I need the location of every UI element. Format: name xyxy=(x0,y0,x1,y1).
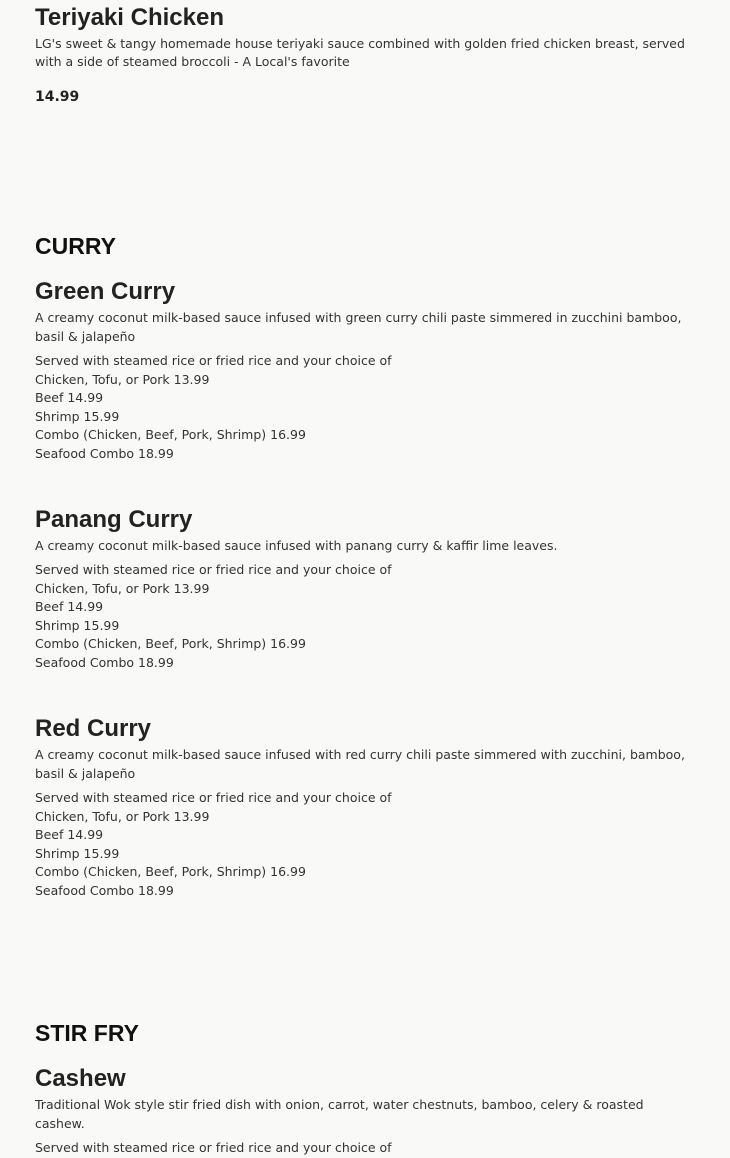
option-line: Chicken, Tofu, or Pork 13.99 xyxy=(35,808,210,824)
menu-item-red-curry xyxy=(35,715,695,901)
option-line: Shrimp 15.99 xyxy=(35,845,120,861)
option-line: Served with steamed rice or fried rice and your choice of xyxy=(35,1140,392,1155)
menu-item-panang-curry xyxy=(35,506,695,673)
option-line: Served with steamed rice or fried rice and your choice of xyxy=(35,790,392,805)
option-line: Seafood Combo 18.99 xyxy=(35,445,174,461)
item-title: Green Curry xyxy=(35,278,176,305)
item-description: LG's sweet & tangy homemade house teriyaki sauce combined with golden fried chicken breast, served with a side of steamed broccoli - A Local's favorite xyxy=(35,36,685,69)
menu-item-teriyaki-chicken xyxy=(35,4,695,106)
menu-item-cashew xyxy=(35,1065,695,1158)
option-line: Combo (Chicken, Beef, Pork, Shrimp) 16.99 xyxy=(35,864,306,880)
section-heading-curry: CURRY xyxy=(35,233,116,259)
item-description: A creamy coconut milk-based sauce infused with green curry chili paste simmered in zucchini bamboo, basil & jalapeño xyxy=(35,310,682,344)
option-line: Served with steamed rice or fried rice and your choice of xyxy=(35,562,392,577)
option-line: Seafood Combo 18.99 xyxy=(35,654,174,670)
option-line: Seafood Combo 18.99 xyxy=(35,882,174,898)
option-line: Beef 14.99 xyxy=(35,390,104,406)
item-description: A creamy coconut milk-based sauce infused with panang curry & kaffir lime leaves. xyxy=(35,538,558,553)
item-title: Cashew xyxy=(35,1065,126,1092)
option-line: Shrimp 15.99 xyxy=(35,617,120,633)
option-line: Combo (Chicken, Beef, Pork, Shrimp) 16.99 xyxy=(35,636,306,652)
option-line: Beef 14.99 xyxy=(35,827,104,843)
item-options xyxy=(35,352,695,464)
item-options xyxy=(35,789,695,901)
option-line: Served with steamed rice or fried rice and your choice of xyxy=(35,353,392,368)
item-title: Red Curry xyxy=(35,715,152,742)
item-description: A creamy coconut milk-based sauce infused with red curry chili paste simmered with zucchini, bamboo, basil & jalapeño xyxy=(35,747,685,781)
option-line: Combo (Chicken, Beef, Pork, Shrimp) 16.99 xyxy=(35,427,306,443)
option-line: Chicken, Tofu, or Pork 13.99 xyxy=(35,580,210,596)
option-line: Shrimp 15.99 xyxy=(35,408,120,424)
item-title: Teriyaki Chicken xyxy=(35,4,224,31)
section-heading-stir-fry: STIR FRY xyxy=(35,1020,139,1046)
option-line: Beef 14.99 xyxy=(35,599,104,615)
item-price: 14.99 xyxy=(35,89,80,105)
item-options xyxy=(35,561,695,673)
option-line: Chicken, Tofu, or Pork 13.99 xyxy=(35,371,210,387)
item-description: Traditional Wok style stir fried dish with onion, carrot, water chestnuts, bamboo, celery & roasted cashew. xyxy=(35,1097,644,1131)
item-title: Panang Curry xyxy=(35,506,193,533)
menu-item-green-curry xyxy=(35,278,695,464)
